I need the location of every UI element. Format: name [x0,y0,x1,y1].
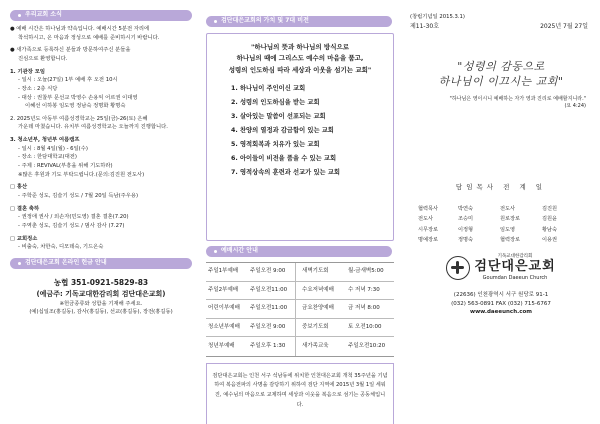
church-description-text: 검단대은교회는 인천 서구 석남동에 위치한 인천대은교회 개척 35주년을 기념하여 복음전파의 사명을 감당하기 위하여 검단 지역에 2015년 3월 1일 세워진, 예수님의 마음으로 교제하며 세상과 이웃을 복음으로 섬기는 공동체입니다. [212,372,388,409]
service-name: 새가족교육 [302,342,329,349]
founding-date: (창립기념일 2015.3.1) [410,14,465,20]
online-offering-title: 검단대은교회 온라인 헌금 안내 [25,259,107,267]
service-name: 중보기도회 [302,323,329,330]
staff-name: 김원윤 [542,216,558,223]
service-time: 금 저녁 8:00 [348,305,380,312]
news-item: - 일시 : 8월 4일(월) - 6일(수) [18,145,88,152]
logo-text [474,254,555,281]
news-item: - 일시 : 오늘(27일) 1부 예배 후 오전 10시 [18,77,118,84]
news-item: 가운데 마쳤습니다. 유치부 여름성경학교는 오늘까지 진행합니다. [18,124,168,131]
service-time: 수 저녁 7:30 [348,286,380,293]
cross-logo-icon [446,256,470,280]
spacer [10,133,192,136]
service-name: 주일2부예배 [208,286,239,293]
denomination: 기독교대한감리회 [497,254,533,260]
worship-row [206,337,394,356]
staff-role: 명예장로 [418,237,439,244]
staff-role: 전도사 [500,205,516,212]
news-item: - 주역춘 성도, 김슬기 성도 / 범사 감사 (7.27) [18,222,125,229]
senior-pastor: 담임목사 전 계 일 [455,182,547,191]
service-name: 어린이부예배 [208,305,240,312]
worship-table [206,262,394,357]
worship-title: 예배시간 안내 [221,247,258,255]
issue-header [410,14,592,31]
service-time: 주일오전 9:00 [250,263,296,281]
account-holder: (예금주: 기독교대한감리회 검단대은교회) [36,289,166,298]
spacer [10,180,192,183]
service-time: 주일오전10:20 [348,342,386,349]
mission-line: 성령의 인도하심 따라 세상과 이웃을 섬기는 교회" [228,65,372,74]
vision-item: 3. 살아있는 말씀이 선포되는 교회 [231,113,326,121]
service-time: 주일오전11:00 [250,282,296,300]
news-item: 이혜선 이하봉 임도영 정남숙 정명화 황명숙 [25,103,126,110]
service-time: 주일오후 1:30 [250,337,296,356]
staff-role: 원로장로 [500,216,521,223]
offering-example: (예)십일조(홍길동), 감사(홍길동), 선교(홍길동), 장전(홍길동) [29,309,173,316]
spacer [10,65,192,68]
vision-item: 1. 하나님이 주인이신 교회 [231,85,306,93]
spacer [10,202,192,205]
staff-role: 시무장로 [418,226,439,233]
service-time: 토 오전10:00 [348,323,382,330]
bullet-icon [18,262,21,265]
church-logo [410,254,592,281]
staff-name: 황남숙 [542,226,558,233]
news-item: □ 결혼 축하 [10,205,40,212]
service-name: 새벽기도회 [302,268,329,275]
right-column [400,0,600,424]
staff-name: 이정형 [458,226,474,233]
online-offering-body [10,277,192,317]
service-time: 주일오전 9:00 [250,319,296,337]
theme-line: 하나님이 이끄시는 교회" [438,75,564,89]
service-name: 주일1부예배 [208,268,239,275]
vision-title: 검단대은교회의 가치 및 7대 비전 [221,17,309,25]
staff-name: 박연숙 [458,205,474,212]
left-column [0,0,200,424]
news-item: - 비출숙, 차한숙, 디모데숙, 기드온숙 [18,244,104,251]
mission-statement [213,42,387,76]
service-name: 수요저녁예배 [302,286,334,293]
staff-name: 이용권 [542,237,558,244]
news-item: □ 홍산 [10,184,28,191]
phone-fax: (032) 563-0891 FAX (032) 715-6767 [451,300,551,307]
vision-item: 5. 영적회복과 치유가 있는 교회 [231,141,320,149]
service-name: 청년부예배 [208,342,235,349]
theme-verse [410,96,592,111]
news-list [10,26,192,252]
online-offering-header [10,258,192,269]
staff-role: 전도사 [418,216,434,223]
worship-row [206,282,394,301]
staff-name: 김진원 [542,205,558,212]
contact-info [410,291,592,317]
staff-role: 협력목사 [418,205,439,212]
news-item: 착석하시고, 온 마음과 정성으로 예배를 준비하시기 바랍니다. [18,34,160,41]
news-item: 진심으로 환영합니다. [18,55,68,62]
account-number: 농협 351-0921-5829-83 [53,277,149,287]
news-item: - 장소 : 한담대학교(대전) [18,154,77,161]
news-item: ● 예배 시간은 하나님과 약속입니다. 예배시간 5분전 자리에 [10,26,150,32]
news-item: - 장소 : 2층 식당 [18,85,58,92]
worship-header [206,246,392,257]
bulletin-date: 2025년 7월 27일 [540,23,588,30]
worship-row [206,300,394,319]
news-item: - 주제 : REVIVAL(부흥을 위해 기도하라) [18,163,113,169]
vision-header [206,16,392,27]
mission-line: "하나님의 뜻과 하나님의 방식으로 [250,43,350,51]
bullet-icon [214,20,217,23]
news-item: 2. 2025년도 아동부 여름성경학교는 25일(금)-26(토) 은혜 [10,115,148,122]
staff-name: 조승미 [458,216,474,223]
church-theme [410,59,592,90]
mission-line: 하나님의 때에 그리스도 예수의 마음을 품고, [236,54,364,63]
church-description [206,363,394,424]
news-item: 3. 청소년부, 청년부 여름캠프 [10,137,80,144]
vision-box [206,33,394,241]
staff-list [410,206,592,245]
worship-row [206,263,394,282]
spacer [10,112,192,115]
church-name-english: Goumdan Daeeun Church [482,274,548,281]
news-item: ※많은 후원과 기도 부탁드립니다.(문의:김진원 전도사) [18,171,145,178]
news-item: - 권정애 권사 / 외손자(민도영) 결혼 결혼(7.20) [18,214,129,221]
news-item: ● 새가족으로 등록하신 분들과 방문하여주신 분들을 [10,47,131,54]
news-item: - 대상 : 권찰부 문선교 박영수 손용익 어르권 이대영 [18,94,138,101]
news-item: □ 교회정소 [10,235,38,242]
service-time: 월-금새벽5:00 [348,268,384,275]
vision-item: 7. 영적상속의 훈련과 선교가 있는 교회 [231,169,340,177]
service-name: 청소년부예배 [208,323,240,330]
middle-column [200,0,400,424]
verse-text: "하나님은 영이시니 예배하는 자가 영과 진리로 예배할지니라." [449,95,586,102]
news-item: - 주학준 성도, 김슬기 성도 / 7월 20일 득남(주우용) [18,192,139,199]
vision-list [213,85,387,178]
theme-line: "성령의 감동으로 [457,60,545,74]
vision-item: 2. 성령의 인도하심을 받는 교회 [231,99,320,107]
staff-name: 정명숙 [458,237,474,244]
website-link[interactable]: www.daeeunch.com [470,309,532,316]
registration-info [410,14,465,31]
service-name: 금요찬양예배 [302,305,334,312]
staff-role: 협력장로 [500,237,521,244]
worship-row [206,319,394,338]
news-title: 우리교회 소식 [25,11,62,19]
vision-item: 4. 찬양의 열정과 감금함이 있는 교회 [231,127,334,135]
vision-item: 6. 아이들이 비전을 품을 수 있는 교회 [231,155,337,163]
bullet-icon [18,14,21,17]
service-time: 주일오전11:00 [250,300,296,318]
news-item: 1. 기관장 모임 [10,68,45,75]
offering-note: ※헌금종류와 성함을 기재해 주세요. [59,300,143,307]
issue-number: 제11-30호 [410,22,440,30]
online-offering-section [10,258,192,317]
staff-role: 임도영 [500,226,516,233]
spacer [10,232,192,235]
address: (22636) 인천광역시 서구 원당로 91-1 [453,292,549,299]
news-header [10,10,192,21]
bullet-icon [214,250,217,253]
spacer [10,43,192,46]
verse-reference: (요 4:24) [564,103,586,110]
church-name: 검단대은교회 [474,259,556,275]
